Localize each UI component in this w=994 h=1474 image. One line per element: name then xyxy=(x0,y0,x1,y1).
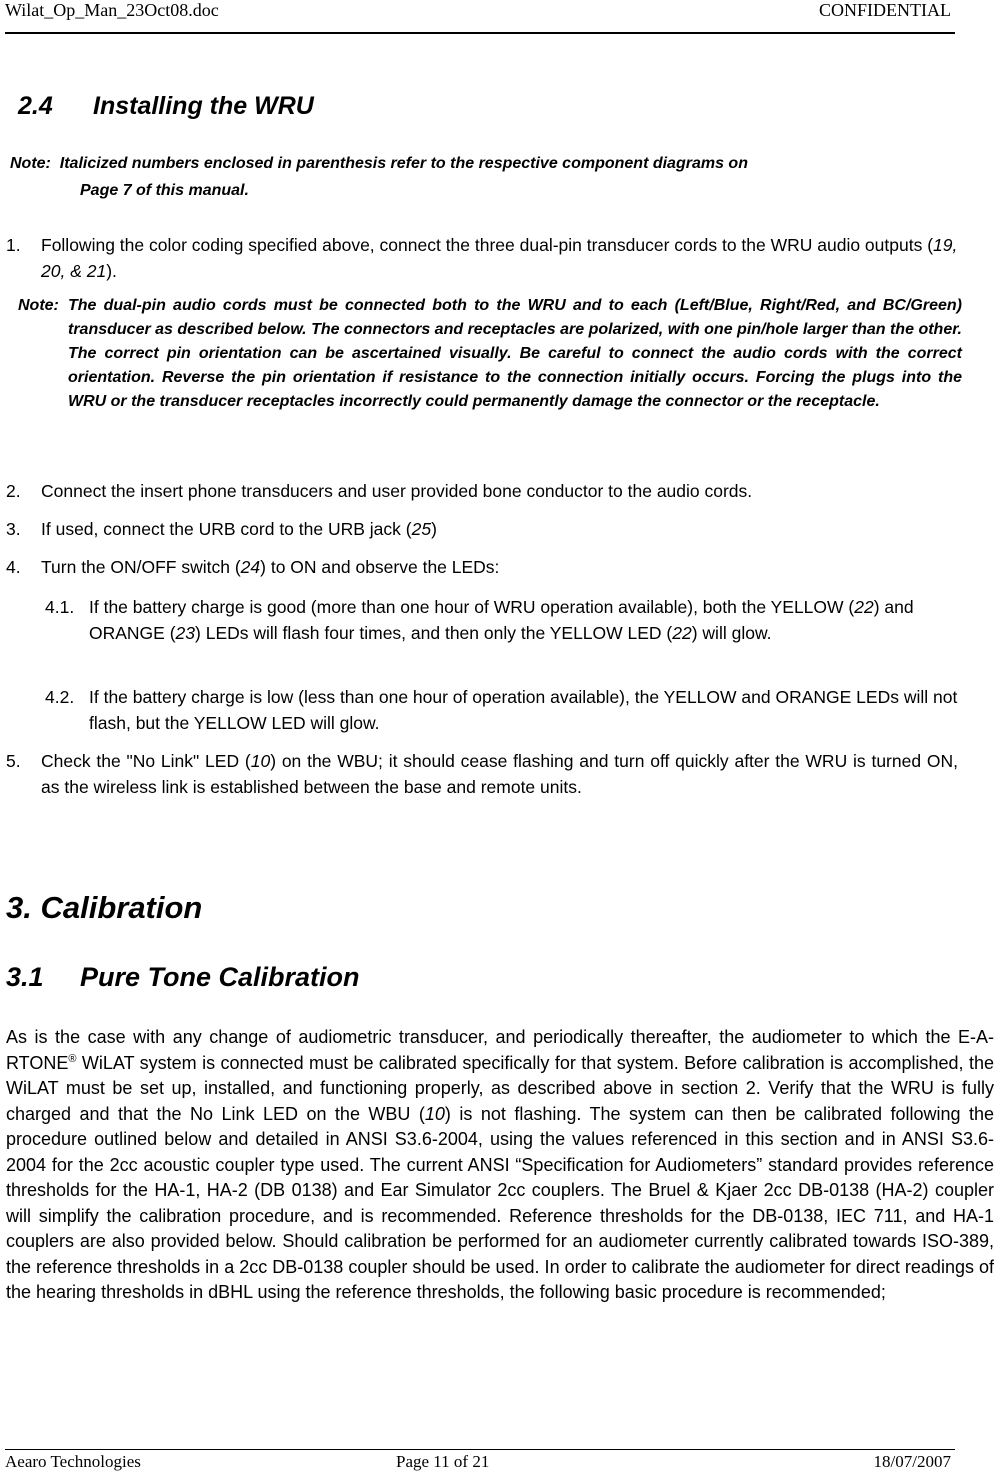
sub-list-number: 4.2. xyxy=(45,687,75,707)
component-ref: 10 xyxy=(424,1103,445,1124)
list-text: If used, connect the URB cord to the URB jack (25) xyxy=(41,519,437,539)
header-classification: CONFIDENTIAL xyxy=(819,0,951,20)
header-filename: Wilat_Op_Man_23Oct08.doc xyxy=(5,0,219,20)
header-rule xyxy=(5,32,955,34)
sub-list-text: If the battery charge is low (less than one hour of operation available), the YELLOW and ORANGE LEDs will not flash, but the YELLOW LED will glow. xyxy=(89,687,958,733)
sub-list-item xyxy=(45,594,990,646)
list-number: 2. xyxy=(6,481,21,501)
component-ref: 10 xyxy=(250,751,271,771)
registered-mark: ® xyxy=(68,1052,77,1065)
list-number: 4. xyxy=(6,557,21,577)
list-text: Turn the ON/OFF switch (24) to ON and observe the LEDs: xyxy=(41,557,500,577)
list-text: Following the color coding specified above, connect the three dual-pin transducer cords to the WRU audio outputs (19, 20, & 21). xyxy=(41,235,958,281)
component-ref: 24 xyxy=(240,557,261,577)
footer-rule xyxy=(5,1449,955,1450)
section-title: Installing the WRU xyxy=(93,92,314,120)
footer-company: Aearo Technologies xyxy=(5,1452,141,1471)
footer-date: 18/07/2007 xyxy=(873,1452,951,1471)
section-heading-2-4 xyxy=(18,92,314,121)
note-audio-cords xyxy=(18,294,962,414)
component-ref: 22 xyxy=(672,623,692,643)
list-text: Connect the insert phone transducers and user provided bone conductor to the audio cords. xyxy=(41,481,753,501)
section-number: 3.1 xyxy=(6,962,44,992)
component-ref: 22 xyxy=(854,597,874,617)
note-label: Note: xyxy=(10,155,51,172)
section-number: 2.4 xyxy=(18,92,53,120)
list-number: 1. xyxy=(6,235,21,255)
section-heading-3-1 xyxy=(6,962,360,993)
chapter-heading: 3. Calibration xyxy=(6,890,203,925)
list-number: 5. xyxy=(6,751,21,771)
component-ref: 19, 20, & 21 xyxy=(41,235,958,281)
component-ref: 23 xyxy=(175,623,196,643)
note-text: The dual-pin audio cords must be connected both to the WRU and to each (Left/Blue, Right/Red, and BC/Green) transducer as described below. The connectors and receptacles are polarized, with one pin/hole larger than the other. The correct pin orientation can be ascertained visually. Be careful to connect the audio cords with the correct orientation. Reverse the pin orientation if resistance to the connection initially occurs. Forcing the plugs into the WRU or the transducer receptacles incorrectly could permanently damage the connector or the receptacle. xyxy=(68,297,962,410)
note-label: Note: xyxy=(18,297,59,314)
list-number: 3. xyxy=(6,519,21,539)
footer-page-number: Page 11 of 21 xyxy=(396,1452,490,1471)
note-component-diagrams xyxy=(10,150,994,204)
page-footer xyxy=(5,1452,955,1474)
note-text: Italicized numbers enclosed in parenthesis refer to the respective component diagrams on xyxy=(59,155,748,172)
page-header xyxy=(5,0,955,30)
note-text-cont: Page 7 of this manual. xyxy=(80,182,249,199)
calibration-paragraph: As is the case with any change of audiometric transducer, and periodically thereafter, the audiometer to which the E-A-RTONE® WiLAT system is connected must be calibrated specifically for that system. Before calibration is accomplished, the WiLAT must be set up, installed, and functioning properly, as described above in section 2. Verify that the WRU is fully charged and that the No Link LED on the WBU (10) is not flashing. The system can then be calibrated following the procedure outlined below and detailed in ANSI S3.6-2004, using the values referenced in this section and in ANSI S3.6-2004 for the 2cc acoustic coupler type used. The current ANSI “Specification for Audiometers” standard provides reference thresholds for the HA-1, HA-2 (DB 0138) and Ear Simulator 2cc couplers. The Bruel & Kjaer 2cc DB-0138 (HA-2) coupler will simplify the calibration procedure, and is recommended. Reference thresholds for the DB-0138, IEC 711, and HA-1 couplers are also provided below. Should calibration be performed for an audiometer currently calibrated towards ISO-389, the reference thresholds in a 2cc DB-0138 coupler should be used. In order to calibrate the audiometer for direct readings of the hearing thresholds in dBHL using the reference thresholds, the following basic procedure is recommended; xyxy=(6,1027,994,1302)
sub-list-item xyxy=(45,684,990,736)
list-text: Check the "No Link" LED (10) on the WBU; it should cease flashing and turn off quickly after the WRU is turned ON, as the wireless link is established between the base and remote units. xyxy=(41,751,958,797)
sub-list-text: If the battery charge is good (more than one hour of WRU operation available), both the YELLOW (22) and ORANGE (23) LEDs will flash four times, and then only the YELLOW LED (22) will glow. xyxy=(89,597,914,643)
section-title: Pure Tone Calibration xyxy=(80,962,360,992)
sub-list-number: 4.1. xyxy=(45,597,75,617)
component-ref: 25 xyxy=(411,519,432,539)
